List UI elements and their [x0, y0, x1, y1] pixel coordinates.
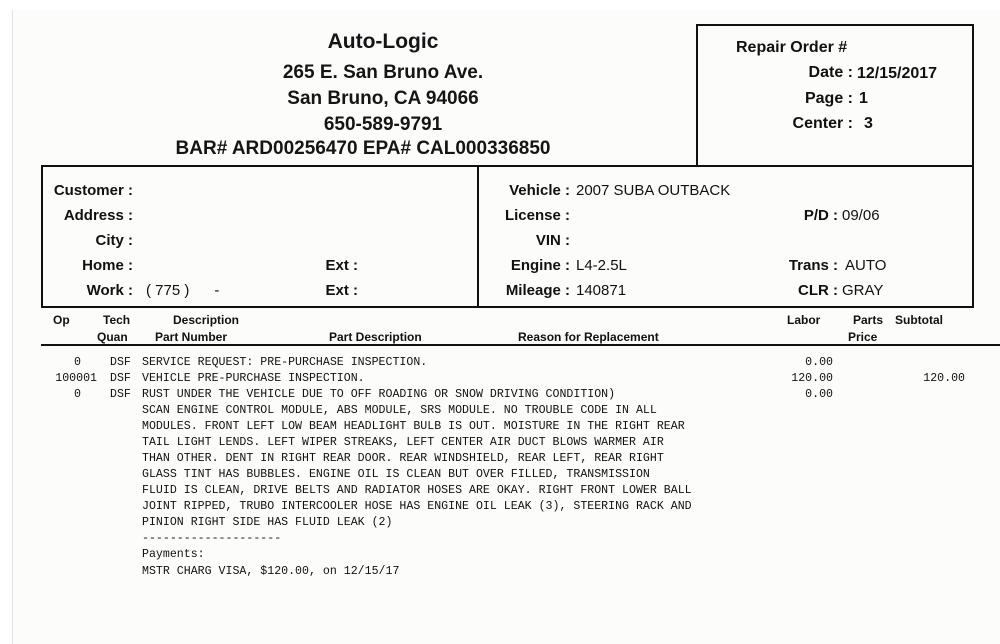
note-line: PINION RIGHT SIDE HAS FLUID LEAK (2): [142, 516, 393, 529]
note-line: MODULES. FRONT LEFT LOW BEAM HEADLIGHT BULB IS OUT. MOISTURE IN THE RIGHT REAR: [142, 420, 685, 433]
shop-street: 265 E. San Bruno Ave.: [282, 62, 484, 83]
vehicle-label: Vehicle :: [509, 182, 570, 199]
payments-label: Payments:: [142, 548, 205, 561]
col-op: Op: [53, 313, 70, 327]
center-label: Center :: [792, 115, 853, 132]
shop-phone: 650-589-9791: [323, 114, 443, 135]
line-labor: 0.00: [805, 356, 833, 369]
line-labor: 120.00: [791, 372, 833, 385]
note-line: GLASS TINT HAS BUBBLES. ENGINE OIL IS CLEAN BUT OVER FILLED, TRANSMISSION: [142, 468, 650, 481]
work-phone-label: Work :: [86, 282, 133, 299]
payment-entry: MSTR CHARG VISA, $120.00, on 12/15/17: [142, 565, 400, 578]
shop-bar-epa: BAR# ARD00256470 EPA# CAL000336850: [175, 138, 551, 159]
page-label: Page :: [804, 90, 853, 107]
line-tech: DSF: [110, 388, 131, 401]
note-line: JOINT RIPPED, TRUBO INTERCOOLER HOSE HAS ENGINE OIL LEAK (3), STEERING RACK AND: [142, 500, 692, 513]
line-text: VEHICLE PRE-PURCHASE INSPECTION.: [142, 372, 365, 385]
note-line: THAN OTHER. DENT IN RIGHT REAR DOOR. REAR WINDSHIELD, REAR LEFT, REAR RIGHT: [142, 452, 664, 465]
info-divider: [477, 165, 479, 308]
note-line: FLUID IS CLEAN, DRIVE BELTS AND RADIATOR HOSES ARE OKAY. RIGHT FRONT LOWER BALL: [142, 484, 692, 497]
engine-label: Engine :: [510, 257, 570, 274]
note-line: TAIL LIGHT LENDS. LEFT WIPER STREAKS, LEFT CENTER AIR DUCT BLOWS WARMER AIR: [142, 436, 664, 449]
col-quan: Quan: [97, 330, 128, 344]
clr-label: CLR :: [798, 282, 838, 299]
col-subtotal: Subtotal: [895, 313, 943, 327]
note-separator: --------------------: [142, 532, 282, 545]
line-op: 0: [74, 388, 81, 401]
home-phone-label: Home :: [82, 257, 133, 274]
line-text: RUST UNDER THE VEHICLE DUE TO OFF ROADING OR SNOW DRIVING CONDITION): [142, 388, 616, 401]
line-tech: DSF: [110, 356, 131, 369]
line-op: 0: [74, 356, 81, 369]
mileage-label: Mileage :: [505, 282, 570, 299]
clr-value: GRAY: [842, 282, 884, 299]
customer-label: Customer :: [53, 182, 133, 199]
line-tech: DSF: [110, 372, 131, 385]
home-ext-label: Ext :: [325, 257, 358, 274]
address-label: Address :: [63, 207, 133, 224]
col-parts: Parts: [853, 313, 884, 327]
note-line: SCAN ENGINE CONTROL MODULE, ABS MODULE, SRS MODULE. NO TROUBLE CODE IN ALL: [142, 404, 657, 417]
col-part-description: Part Description: [329, 330, 422, 344]
trans-value: AUTO: [845, 257, 887, 274]
col-price: Price: [848, 330, 878, 344]
center-value: 3: [864, 115, 873, 132]
trans-label: Trans :: [788, 257, 838, 274]
date-value: 12/15/2017: [857, 65, 938, 82]
work-phone-value: ( 775 ) -: [146, 282, 220, 299]
pd-label: P/D :: [803, 207, 838, 224]
city-label: City :: [95, 232, 133, 249]
line-op: 100001: [55, 372, 97, 385]
page-value: 1: [859, 90, 868, 107]
col-tech: Tech: [103, 313, 131, 327]
engine-value: L4-2.5L: [576, 257, 627, 274]
pd-value: 09/06: [842, 207, 880, 224]
col-labor: Labor: [787, 313, 821, 327]
line-subtotal: 120.00: [923, 372, 965, 385]
line-text: SERVICE REQUEST: PRE-PURCHASE INSPECTION.: [142, 356, 428, 369]
col-part-number: Part Number: [155, 330, 228, 344]
header-rule: [41, 344, 1000, 346]
col-reason: Reason for Replacement: [518, 330, 659, 344]
vin-label: VIN :: [535, 232, 570, 249]
work-ext-label: Ext :: [325, 282, 358, 299]
vehicle-value: 2007 SUBA OUTBACK: [576, 182, 731, 199]
repair-order-title: Repair Order #: [736, 39, 848, 56]
col-description: Description: [173, 313, 240, 327]
shop-name: Auto-Logic: [327, 30, 439, 53]
license-label: License :: [504, 207, 570, 224]
date-label: Date :: [808, 64, 853, 81]
shop-city: San Bruno, CA 94066: [287, 88, 479, 109]
repair-order-document: [12, 10, 1000, 644]
mileage-value: 140871: [576, 282, 627, 299]
line-labor: 0.00: [805, 388, 833, 401]
